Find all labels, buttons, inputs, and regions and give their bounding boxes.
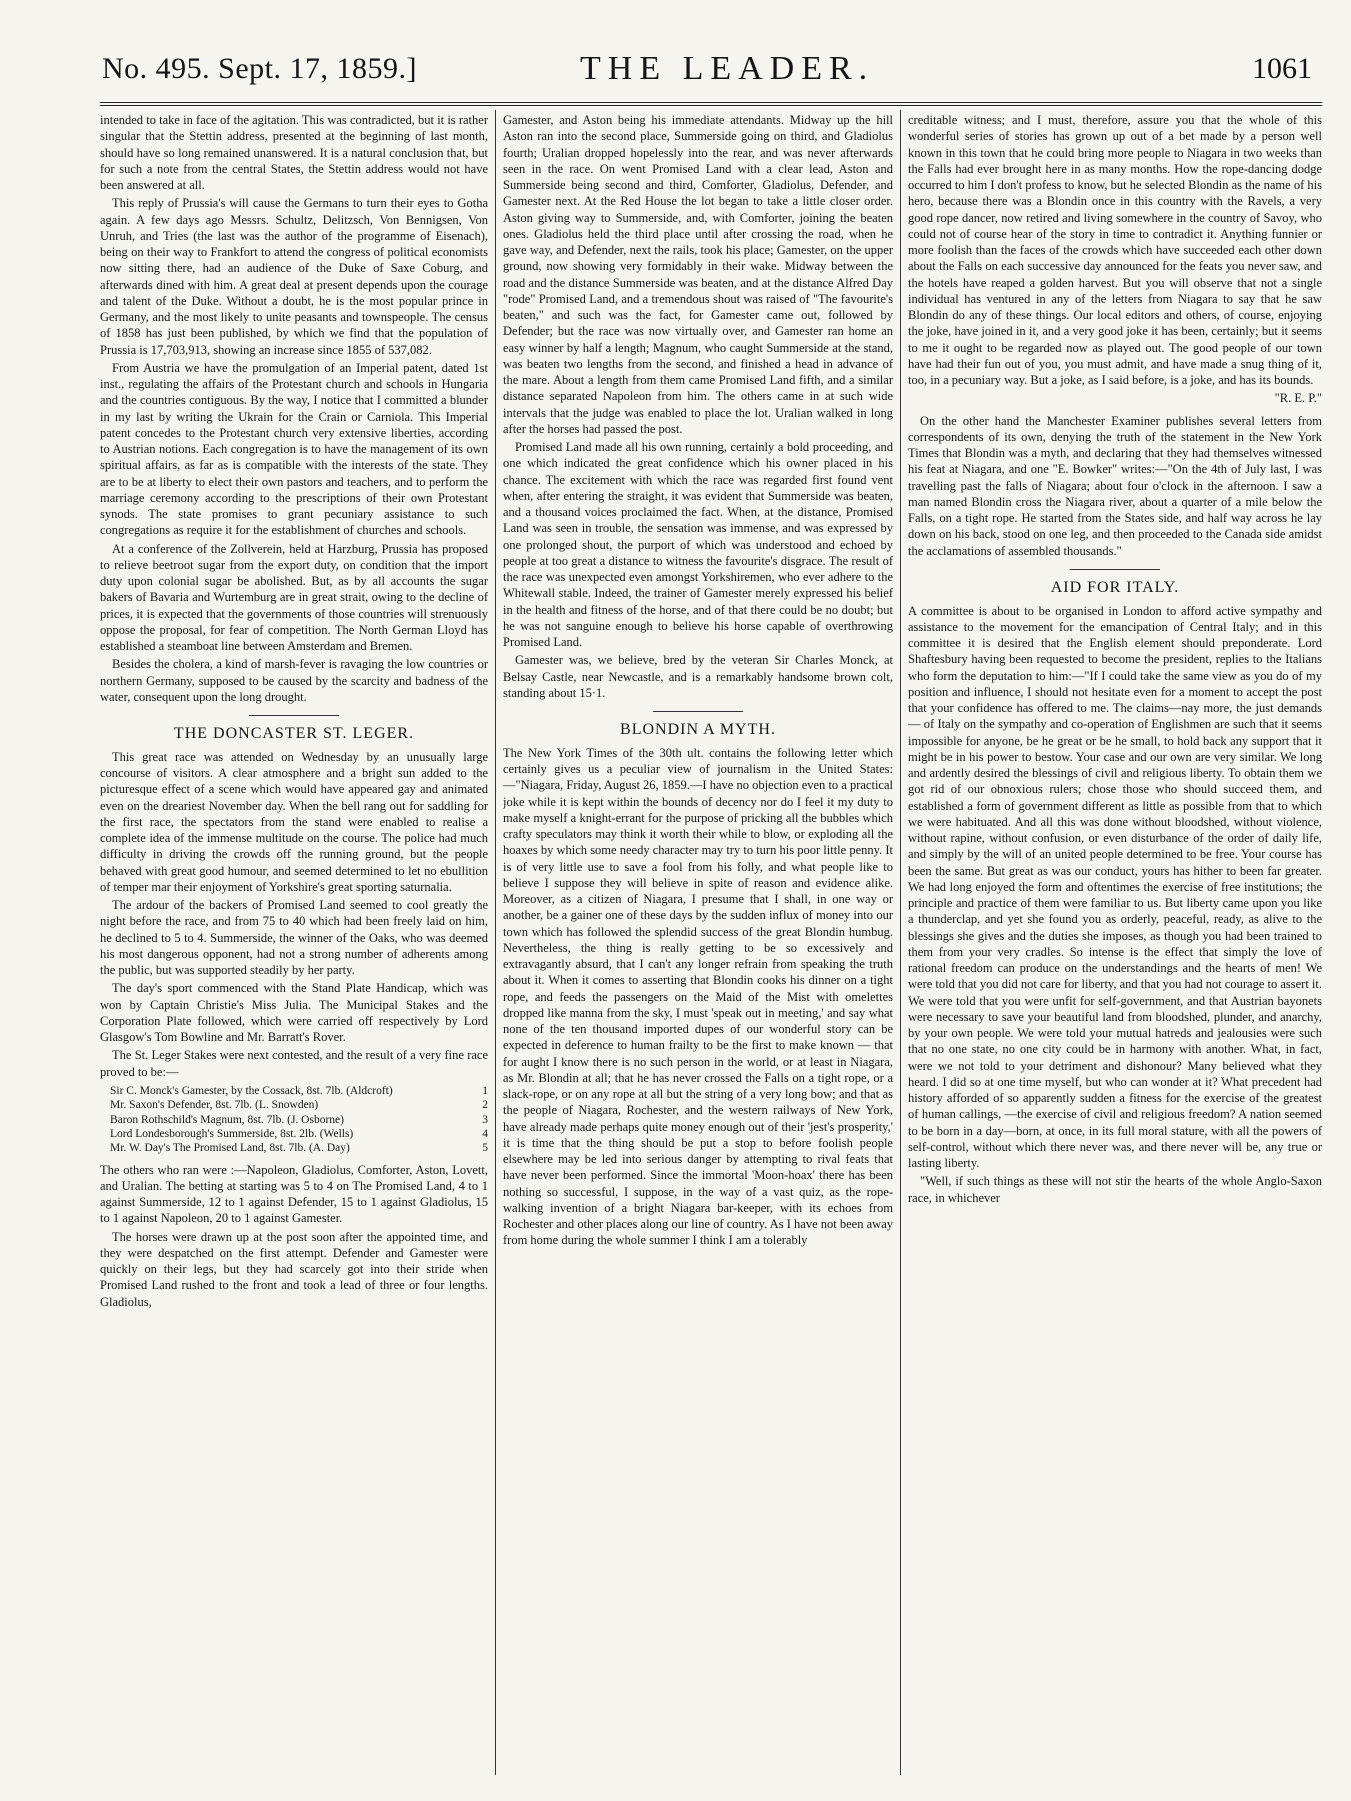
header-rule: [100, 102, 1322, 106]
newspaper-page: [100, 0, 1340, 1801]
article-paragraph: At a conference of the Zollverein, held at Harzburg, Prussia has proposed to relieve beetroot sugar from the export duty, on condition that the import duty upon colonial sugar be abolished. But, as by all accounts the sugar bakers of Bavaria and Wurtemburg are in great strait, owing to the decline of prices, it is expected that the governments of those countries will strenuously oppose the proposal, for fear of competition. The North German Lloyd has established a steamboat line between Amsterdam and Bremen.: [100, 541, 488, 653]
result-entry: Sir C. Monck's Gamester, by the Cossack, 8st. 7lb. (Aldcroft): [110, 1084, 393, 1097]
result-row: [110, 1098, 488, 1112]
result-place: 5: [482, 1142, 488, 1155]
section-divider: [1070, 569, 1160, 570]
result-place: 2: [482, 1099, 488, 1112]
letter-signature: "R. E. P.": [1274, 391, 1322, 406]
section-divider: [249, 715, 339, 716]
article-paragraph: Gamester, and Aston being his immediate attendants. Midway up the hill Aston ran into the second place, Summerside going on third, and Gladiolus fourth; Uralian dropped hopelessly into the rear, and was never afterwards seen in the race. On went Promised Land with a clear lead, Aston and Summerside being second and third, Comforter, Gladiolus, Defender, and Gamester next. At the Red House the lot began to take a little closer order. Aston giving way to Summerside, and, with Comforter, joining the beaten ones. Gladiolus held the third place until after crossing the road, when he gave way, and Defender, next the rails, took his place; Gamester, on the upper ground, now showing very formidably in their wake. Midway between the road and the distance Summerside was beaten, and at the distance Alfred Day "rode" Promised Land, and a tremendous shout was raised of "The favourite's beaten," and such was the fact, for Gamester came out, followed by Defender; but the race was now virtually over, and Gamester ran home an easy winner by half a length; Magnum, who caught Summerside at the stand, was beaten two lengths from the second, and finished a head in advance of the mare. About a length from them came Promised Land fifth, and a similar distance separated Napoleon from him. The others came in at such wide intervals that the judge was enabled to place the lot. Uralian walked in long after the horses had passed the post.: [503, 113, 893, 436]
result-place: 1: [482, 1084, 488, 1097]
result-row: [110, 1127, 488, 1141]
column-rule: [900, 110, 901, 1775]
article-paragraph: Gamester was, we believe, bred by the veteran Sir Charles Monck, at Belsay Castle, near Newcastle, and is a remarkably handsome brown colt, standing about 15·1.: [503, 653, 893, 700]
section-divider: [653, 711, 743, 712]
article-paragraph: From Austria we have the promulgation of an Imperial patent, dated 1st inst., regulating the affairs of the Protestant church and schools in Hungaria and the countries contiguous. By the way, I notice that I committed a blunder in my last by writing the Ukrain for the Crain or Carniola. This Imperial patent concedes to the Protestant church very extensive liberties, according to Austrian notions. Each congregation is to have the management of its own spiritual affairs, as far as is compatible with the interests of the state. They are to be at liberty to elect their own pastors and teachers, and to perform the marriage ceremony according to the prescriptions of their own Protestant synods. The state promises to grant pecuniary assistance to such congregations as require it for the establishment of churches and schools.: [100, 360, 488, 538]
result-place: 4: [482, 1127, 488, 1140]
article-paragraph: A committee is about to be organised in London to afford active sympathy and assistance to the movement for the emancipation of Central Italy; and in this committee it is desired that the English element should preponderate. Lord Shaftesbury having been requested to become the president, replies to the Italians who form the deputation to him:—"If I could take the same view as you do of my position and influence, I should not hesitate even for a moment to accept the post that your confidence has offered to me. The claims—nay more, the just demands— of Italy on the sympathy and co-operation of Englishmen are such that it seems impossible for anyone, be he great or be he small, to hold back any support that it might be in his power to bestow. Your case and our own are very similar. We long and ardently desired the blessings of civil and religious liberty. To obtain them we got rid of our obnoxious rulers; chose those who should succeed them, and established a form of government different as little as possible from that to which we were habituated. And all this was done without bloodshed, without violence, without rapine, without confusion, or even disturbance of the order of daily life, and simply by the will of an united people determined to be free. Your course has been the same. But great as was our conduct, yours has hither to been far greater. We had long enjoyed the form and oftentimes the exercise of free institutions; the principle and practice of them were familiar to us. But liberty came upon you like a thunderclap, and yet she found you as orderly, peaceful, ready, as alive to the blessings she gives and the duties she imposes, as though you had been trained to them from your very cradles. So intense is the effect that simply the love of rational freedom can produce on the understandings and the hearts of men! We were told that you did not care for liberty, and that you had not courage to assert it. We were told that you were unfit for self-government, and that Austrian bayonets were necessary to save your beautiful land from bloodshed, plunder, and anarchy, by your own people. We were told your mutual hatreds and jealousies were such that no one state, no one city could be in harmony with another. What, in fact, were we not told to your detriment and dishonour? Many believed what they heard. I did so at one time myself, but who can wonder at it? What precedent had history afforded of so apparently sudden a fitness for the exercise of the greatest of human callings, —the exercise of civil and religious freedom? A nation seemed to be born in a day—born, at once, in its full moral stature, with all the powers of self-control, without which there never was, and there never will be, any true or lasting liberty.: [908, 603, 1322, 1171]
result-row: [110, 1084, 488, 1098]
article-paragraph: The day's sport commenced with the Stand Plate Handicap, which was won by Captain Christie's Miss Julia. The Municipal Stakes and the Corporation Plate followed, which were carried off respectively by Lord Glasgow's Tom Bowline and Mr. Barratt's Rover.: [100, 981, 488, 1045]
article-paragraph: On the other hand the Manchester Examiner publishes several letters from correspondents of its own, denying the truth of the statement in the New York Times that Blondin was a myth, and declaring that they had themselves witnessed his feat at Niagara, and one "E. Bowker" writes:—"On the 4th of July last, I was travelling past the falls of Niagara; about four o'clock in the afternoon. I saw a man named Blondin cross the Niagara river, about a quarter of a mile below the Falls, on a tight rope. He started from the States side, and half way across he lay down on his back, stood on one leg, and then proceeded to the Canada side amidst the acclamations of assembled thousands.": [908, 413, 1322, 558]
result-row: [110, 1113, 488, 1127]
result-entry: Mr. W. Day's The Promised Land, 8st. 7lb. (A. Day): [110, 1142, 350, 1155]
section-heading-st-leger: THE DONCASTER ST. LEGER.: [173, 725, 415, 742]
section-heading-blondin: BLONDIN A MYTH.: [620, 721, 776, 738]
article-paragraph: The St. Leger Stakes were next contested, and the result of a very fine race proved to be:—: [100, 1048, 488, 1079]
article-paragraph: Promised Land made all his own running, certainly a bold proceeding, and one which indicated the great confidence which his owner placed in his chance. The excitement with which the race was regarded first found vent when, after entering the straight, it was evident that Summerside was beaten, and a thousand voices proclaimed the fact. When, at the distance, Promised Land was seen in trouble, the sensation was immense, and was expressed by one prolonged shout, the purport of which was understood and echoed by people at too great a distance to witness the favourite's disgrace. The result of the race was unexpected even amongst Yorkshiremen, who ever adhere to the Whitewall stable. Indeed, the trainer of Gamester merely expressed his belief in the health and fitness of the horse, and of that there could be no doubt; but he was not sanguine enough to believe his horse capable of overthrowing Promised Land.: [503, 440, 893, 649]
article-paragraph: intended to take in face of the agitation. This was contradicted, but it is rather singular that the Stettin address, presented at the beginning of last month, should have so long remained unanswered. It is a natural conclusion that, but for such a note from the central States, the Stettin address would not have been answered at all.: [100, 113, 488, 192]
result-entry: Mr. Saxon's Defender, 8st. 7lb. (L. Snowden): [110, 1099, 319, 1112]
column-1: [100, 112, 488, 1772]
column-rule: [495, 110, 496, 1775]
article-paragraph: This great race was attended on Wednesday by an unusually large concourse of visitors. A clear atmosphere and a bright sun added to the picturesque effect of a scene which would have appeared gay and animated even on the dreariest November day. When the bell rang out for saddling for the first race, the spectators from the stand were enabled to realise a complete idea of the immense multitude on the course. The police had much difficulty in driving the crowds off the running ground, but the people behaved with great good humour, and seemed determined to let no ebullition of temper mar their enjoyment of Yorkshire's great sporting saturnalia.: [100, 749, 488, 894]
section-heading-italy: AID FOR ITALY.: [1050, 578, 1180, 596]
issue-date: No. 495. Sept. 17, 1859.]: [102, 52, 417, 85]
column-3: [908, 112, 1322, 1772]
result-row: [110, 1141, 488, 1155]
article-paragraph: Besides the cholera, a kind of marsh-fever is ravaging the low countries or northern Germany, supposed to be caused by the scarcity and badness of the water, consequent upon the long drought.: [100, 657, 488, 704]
newspaper-title: THE LEADER.: [580, 50, 875, 87]
page-number: 1061: [1252, 52, 1312, 85]
result-entry: Baron Rothschild's Magnum, 8st. 7lb. (J. Osborne): [110, 1113, 344, 1126]
article-paragraph: The horses were drawn up at the post soon after the appointed time, and they were despatched on the first attempt. Defender and Gamester were quickly on their legs, but they had scarcely got into their stride when Promised Land rushed to the front and took a lead of three or four lengths. Gladiolus,: [100, 1229, 488, 1309]
column-2: [503, 112, 893, 1772]
race-results: [110, 1084, 488, 1156]
result-place: 3: [482, 1113, 488, 1126]
article-paragraph: The others who ran were :—Napoleon, Gladiolus, Comforter, Aston, Lovett, and Uralian. The betting at starting was 5 to 4 on The Promised Land, 4 to 1 against Summerside, 12 to 1 against Defender, 15 to 1 against Gladiolus, 15 to 1 against Napoleon, 20 to 1 against Gamester.: [100, 1162, 488, 1226]
article-paragraph: The New York Times of the 30th ult. contains the following letter which certainly gives us a peculiar view of journalism in the United States:—"Niagara, Friday, August 26, 1859.—I have no objection even to a practical joke while it is kept within the bounds of decency nor do I feel it my duty to make myself a knight-errant for the purpose of pricking all the bubbles which crafty speculators may think it worth their while to blow, or exploding all the hoaxes by which some needy character may try to turn his poor little penny. It is of very little use to save a fool from his folly, and what people like to believe I suppose they will believe in spite of reason and evidence alike. Moreover, as a citizen of Niagara, I presume that I shall, in one way or another, be a gainer one of these days by the sudden influx of money into our town which has followed the splendid success of the great Blondin humbug. Nevertheless, the thing is really getting to be so excessively and extravagantly absurd, that I can't any longer refrain from speaking the truth about it. When it comes to asserting that Blondin cooks his dinner on a tight rope, and feeds the passengers on the Maid of the Mist with omelettes dropped like manna from the sky, I must 'speak out in meeting,' and say what none of the ten thousand imported dupes of our wonderful story can be expected in deference to human frailty to be the first to make known — that for aught I know there is no such person in the world, or at least in Niagara, as Mr. Blondin at all; that he has never crossed the Falls on a tight rope, or a slack-rope, or on any rope at all but the string of a very long bow; and that as the people of Niagara, Rochester, and the western railways of New York, have already made perhaps quite money enough out of their 'jest's prosperity,' it is time that the thing should be put a stop to before foolish people elsewhere may be led into serious danger by attempting to rival feats that have never been performed. Since the immortal 'Moon-hoax' there has been nothing so successful, I suppose, in the way of a vast quiz, as the rope-walking invention of a bright Niagara bar-keeper, with its echoes from Rochester and other places along our line of country. As I have not been away from home during the whole summer I think I am a tolerably: [503, 745, 893, 1248]
article-paragraph: The ardour of the backers of Promised Land seemed to cool greatly the night before the race, and from 75 to 40 which had been freely laid on him, he declined to 5 to 4. Summerside, the winner of the Oaks, who was deemed his most dangerous opponent, had not a strong number of adherents among the public, but was supported steadily by her party.: [100, 898, 488, 978]
result-entry: Lord Londesborough's Summerside, 8st. 2lb. (Wells): [110, 1127, 354, 1140]
article-paragraph: This reply of Prussia's will cause the Germans to turn their eyes to Gotha again. A few days ago Messrs. Schultz, Delitzsch, Von Bennigsen, Von Unruh, and Tries (the last was the author of the programme of Eisenach), being on their way to Frankfort to attend the congress of political economists now sitting there, had an audience of the Duke of Saxe Coburg, and afterwards dined with him. A great deal at present depends upon the courage and talent of the Duke. Without a doubt, he is the most popular prince in Germany, and the most likely to unite peasants and townspeople. The census of 1858 has just been published, by which we find that the population of Prussia is 17,703,913, showing an increase since 1855 of 537,082.: [100, 196, 488, 357]
article-paragraph: creditable witness; and I must, therefore, assure you that the whole of this wonderful series of stories has grown up out of a bet made by a person well known in this town that he could bring more people to Niagara in two weeks than the Falls had ever brought here in as many months. How the rope-dancing dodge occurred to him I don't profess to know, but he selected Blondin as the name of his hero, because there was a Blondin once in this country with the Ravels, a very good rope dancer, now retired and living somewhere in the country of Savoy, who could not of course hear of the story in time to contradict it. Anything funnier or more foolish than the faces of the crowds which have succeeded each other down about the Falls on each successive day announced for the feats you never saw, and the hotels have reaped a golden harvest. But you will observe that not a single individual has ventured in any of the letters from Niagara to say that he saw Blondin do any of these things. Our local editors and others, of course, enjoying the joke, have joined in it, and a very good joke it has been, certainly; but it seems to me it ought to be regarded now as played out. The good people of our town have had their fun out of you, you must admit, and have made a snug thing of it, too, in a pecuniary way. But a joke, as I said before, is a joke, and has its bounds.: [908, 113, 1322, 387]
masthead: [100, 38, 1340, 98]
article-paragraph: "Well, if such things as these will not stir the hearts of the whole Anglo-Saxon race, in whichever: [908, 1174, 1322, 1205]
